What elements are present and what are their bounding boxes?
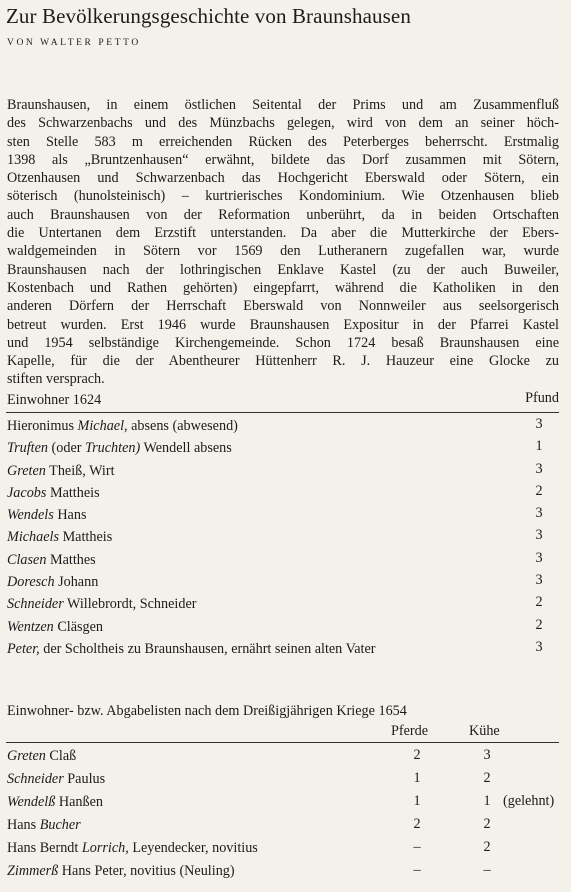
pferde-value: 2 [413, 747, 421, 763]
pfund-value: 1 [535, 438, 543, 455]
name-text: Hans [53, 507, 87, 524]
table1-header [7, 392, 559, 412]
surname-italic: Greten [7, 462, 46, 479]
table1-unit-header: Pfund [525, 390, 559, 406]
entry-name [7, 552, 96, 569]
surname-italic: Zimmerß [7, 863, 59, 879]
pfund-value: 3 [535, 505, 543, 522]
surname-italic: Jacobs [7, 484, 47, 501]
pferde-value: 1 [413, 770, 421, 786]
pfund-value: 3 [535, 572, 543, 589]
table-row [0, 436, 571, 458]
table-row [0, 548, 571, 570]
pferde-value: – [413, 839, 421, 855]
table1-rows [0, 414, 571, 659]
entry-name [7, 596, 196, 613]
entry-name [7, 574, 98, 591]
author-byline: VON WALTER PETTO [7, 38, 141, 48]
table-row [0, 836, 571, 859]
pferde-value: 1 [413, 793, 421, 809]
table-row [0, 859, 571, 882]
paragraph-line: Otzenhausen und Schwarzenbach das Hochgericht Eberswald oder Sötern, ein [7, 170, 559, 187]
kuehe-value: 3 [483, 747, 491, 763]
row-note: (gelehnt) [503, 793, 555, 809]
entry-name [7, 440, 232, 457]
surname-italic: Schneider [7, 771, 64, 787]
table-row [0, 503, 571, 525]
pferde-value: – [413, 862, 421, 878]
table-row [0, 525, 571, 547]
name-text: Mattheis [59, 529, 113, 546]
pfund-value: 3 [535, 527, 543, 544]
entry-name [7, 418, 238, 435]
table-row [0, 459, 571, 481]
name-text: Johann [54, 574, 99, 591]
table-row [0, 570, 571, 592]
surname-italic: Truchten) [85, 440, 141, 457]
entry-name [7, 463, 115, 480]
pfund-value: 2 [535, 616, 543, 633]
paragraph-line: Braunshausen nach der lothringischen Enklave Kastel (zu der auch Buweiler, [7, 261, 559, 278]
name-text: Hans Peter, novitius (Neuling) [58, 863, 235, 879]
pfund-value: 2 [535, 482, 543, 499]
table-row [0, 744, 571, 767]
pfund-value: 3 [535, 416, 543, 432]
name-text: der Scholtheis zu Braunshausen, ernährt seinen alten Vater [39, 640, 376, 657]
surname-italic: Wentzen [7, 618, 54, 635]
paragraph-line: sten Stelle 583 m erreichenden Rücken des Peterberges beherrscht. Erstmalig [7, 133, 559, 150]
table-row [0, 790, 571, 813]
name-text: Willebrordt, Schneider [63, 596, 197, 613]
table-row [0, 592, 571, 614]
name-text: Hans Berndt [7, 840, 82, 856]
table-row [0, 481, 571, 503]
paragraph-line: des Schwarzenbachs und des Münzbachs gelegen, wird von dem an seiner höch- [7, 115, 559, 132]
surname-italic: Michaels [7, 529, 60, 546]
surname-italic: Doresch [7, 574, 55, 591]
paragraph-line: 1398 als „Bruntzenhausen“ erwähnt, bildete das Dorf zusammen mit Sötern, [7, 151, 559, 168]
surname-italic: Schneider [7, 596, 64, 613]
entry-name [7, 641, 376, 658]
body-paragraph [7, 96, 559, 389]
paragraph-line: betreut wurden. Erst 1946 wurde Braunshausen Expositur in der Pfarrei Kastel [7, 316, 559, 333]
pfund-value: 3 [535, 460, 543, 477]
pfund-value: 3 [535, 638, 543, 655]
paragraph-line: auch Braunshausen von der Reformation unberührt, da in beiden Ortschaften [7, 206, 559, 223]
table2-rule [6, 742, 559, 743]
entry-name [7, 748, 76, 765]
name-text: Wendell absens [140, 440, 232, 457]
name-text: Matthes [46, 551, 96, 568]
surname-italic: Lorrich, [81, 840, 129, 856]
name-text: Cläsgen [53, 618, 104, 635]
name-text: Mattheis [46, 484, 100, 501]
name-text: Hieronimus [7, 418, 78, 434]
table-row [0, 767, 571, 790]
entry-name [7, 485, 100, 502]
table-row [0, 615, 571, 637]
surname-italic: Greten [7, 748, 46, 764]
name-text: Hanßen [55, 794, 104, 810]
table1-rule [6, 412, 559, 413]
entry-name [7, 863, 235, 880]
paragraph-line: Kostenbach und Rathen gehörten) eingepfarrt, während die Katholiken in den [7, 279, 559, 296]
paragraph-line: Kapelle, für die der Abentheurer Hüttenherr R. J. Hauzeur eine Glocke zu [7, 353, 559, 370]
entry-name [7, 771, 105, 788]
name-text: (oder [48, 440, 86, 457]
table1-title: Einwohner 1624 [7, 392, 102, 408]
kuehe-value: 2 [483, 816, 491, 832]
kuehe-value: 2 [483, 770, 491, 786]
entry-name [7, 794, 103, 811]
entry-name [7, 619, 103, 636]
paragraph-line: anderen Dörfern der Herrschaft Eberswald von Nonnweiler aus seelsorgerisch [7, 298, 559, 315]
kuehe-value: – [483, 862, 491, 878]
surname-italic: Peter, [7, 640, 40, 657]
paragraph-line: stiften versprach. [7, 371, 105, 388]
table2-title: Einwohner- bzw. Abgabelisten nach dem Dreißigjährigen Kriege 1654 [7, 703, 407, 719]
paragraph-line: waldgemeinden in Sötern vor 1569 den Lutheranern zugefallen war, wurde [7, 243, 559, 260]
paragraph-line: die Untertanen dem Erzstift unterstanden. Da aber die Mutterkirche der Ebers- [7, 225, 559, 242]
paragraph-line: Braunshausen, in einem östlichen Seitental der Prims und am Zusammenfluß [7, 97, 559, 113]
name-text: Leyendecker, novitius [128, 840, 258, 856]
name-text: Claß [45, 748, 77, 764]
entry-name [7, 840, 258, 857]
table2-col-pferde: Pferde [391, 723, 429, 739]
pfund-value: 2 [535, 594, 543, 611]
pferde-value: 2 [413, 816, 421, 832]
name-text: Hans [7, 817, 40, 833]
paragraph-line: und 1954 selbständige Kirchengemeinde. Schon 1724 besaß Braunshausen eine [7, 334, 559, 351]
name-text: Theiß, Wirt [45, 462, 115, 479]
entry-name [7, 817, 81, 834]
surname-italic: Wendelß [7, 794, 56, 810]
table-row [0, 414, 571, 436]
kuehe-value: 2 [483, 839, 491, 855]
entry-name [7, 507, 86, 524]
surname-italic: Bucher [39, 817, 81, 833]
kuehe-value: 1 [483, 793, 491, 809]
surname-italic: Wendels [7, 507, 54, 524]
table-row [0, 813, 571, 836]
table-row [0, 637, 571, 659]
surname-italic: Clasen [7, 551, 47, 568]
pfund-value: 3 [535, 549, 543, 566]
surname-italic: Truften [7, 440, 48, 457]
paragraph-line: söterisch (hunolsteinisch) – kurtrierisches Kondominium. Wie Otzenhausen blieb [7, 188, 559, 205]
name-text: Paulus [63, 771, 106, 787]
entry-name [7, 529, 112, 546]
page-title: Zur Bevölkerungsgeschichte von Braunshausen [6, 4, 411, 28]
surname-italic: Michael, [77, 418, 128, 434]
table2-col-kuehe: Kühe [469, 723, 500, 739]
table2-rows [0, 744, 571, 882]
name-text: absens (abwesend) [127, 418, 238, 434]
